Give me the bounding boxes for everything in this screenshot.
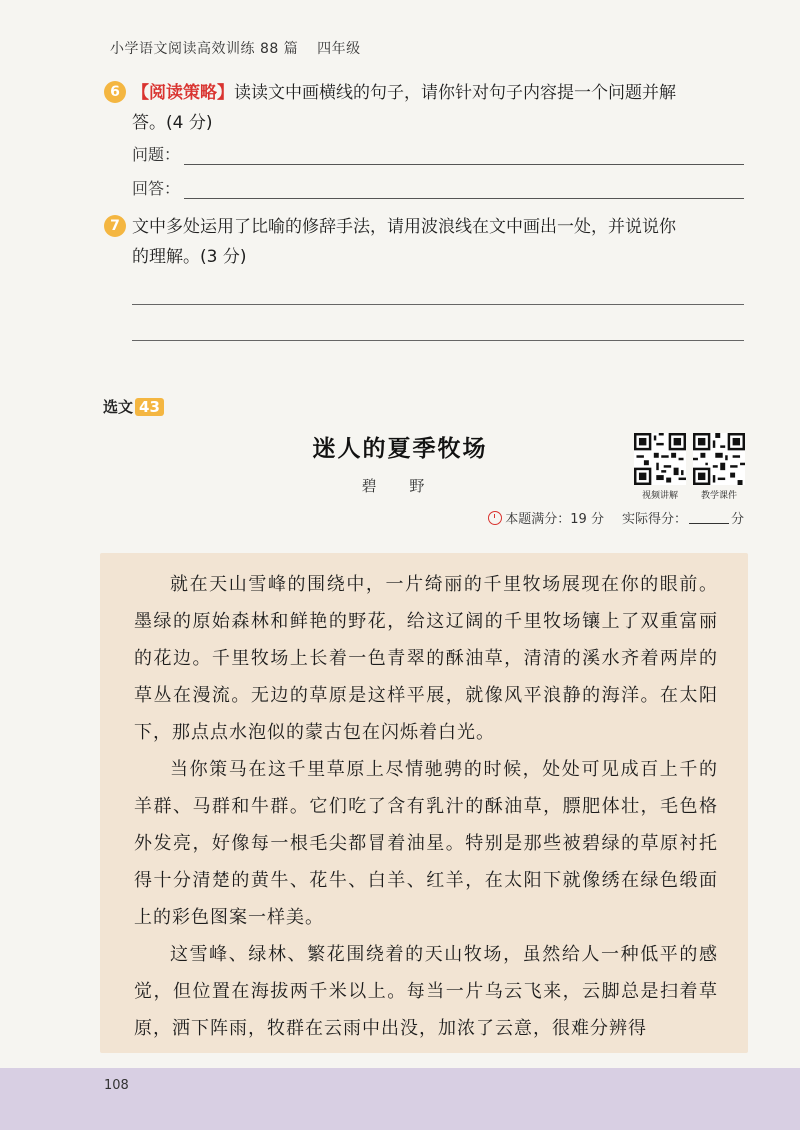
passage-paragraph-1: 就在天山雪峰的围绕中，一片绮丽的千里牧场展现在你的眼前。墨绿的原始森林和鲜艳的野花，给这辽阔的千里牧场镶上了双重富丽的花边。千里牧场上长着一色青翠的酥油草，清清的溪水齐着两岸的草丛在漫流。无边的草原是这样平展，就像风平浪静的海洋。在太阳下，那点点水泡似的蒙古包在闪烁着白光。 <box>134 574 718 743</box>
page-header <box>110 38 361 58</box>
full-score-label: 本题满分：19 分 <box>505 512 604 527</box>
answer-field-row[interactable] <box>132 176 744 199</box>
section-tag <box>103 396 164 417</box>
article-author: 碧 野 <box>361 477 439 495</box>
article-title: 迷人的夏季牧场 <box>312 435 488 462</box>
answer-blank-line[interactable] <box>132 340 744 341</box>
section-number: 43 <box>135 398 164 416</box>
actual-score-label: 实际得分： <box>621 512 687 527</box>
passage-box <box>100 553 748 1053</box>
video-qr-label: 视频讲解 <box>641 491 678 501</box>
section-label: 选文 <box>103 398 134 416</box>
clock-icon <box>488 511 502 525</box>
actual-score-blank[interactable] <box>689 511 729 524</box>
reading-strategy-tag: 【阅读策略】 <box>132 83 234 103</box>
question-number-badge: 7 <box>104 215 126 237</box>
question-text-continued: 的理解。(3 分) <box>132 247 247 267</box>
question-text: 读读文中画横线的句子，请你针对句子内容提一个问题并解 <box>234 83 676 103</box>
grade-label: 四年级 <box>317 41 361 57</box>
question-field-row[interactable] <box>132 142 744 165</box>
book-title: 小学语文阅读高效训练 88 篇 <box>110 41 299 57</box>
question-7 <box>104 212 754 272</box>
score-unit: 分 <box>730 512 744 527</box>
courseware-qr-label: 教学课件 <box>700 491 737 501</box>
answer-line[interactable] <box>184 180 744 199</box>
question-text: 文中多处运用了比喻的修辞手法，请用波浪线在文中画出一处，并说说你 <box>132 217 676 237</box>
courseware-qr-code-icon[interactable] <box>693 433 745 485</box>
score-line <box>488 508 744 527</box>
question-6 <box>104 78 754 138</box>
question-text-continued: 答。(4 分) <box>132 113 213 133</box>
passage-paragraph-2: 当你策马在这千里草原上尽情驰骋的时候，处处可见成百上千的羊群、马群和牛群。它们吃了含有乳汁的酥油草，膘肥体壮，毛色格外发亮，好像每一根毛尖都冒着油星。特别是那些被碧绿的草原衬托得十分清楚的黄牛、花牛、白羊、红羊，在太阳下就像绣在绿色缎面上的彩色图案一样美。 <box>134 759 718 928</box>
answer-field-label: 回答： <box>132 179 181 198</box>
question-answer-line[interactable] <box>184 146 744 165</box>
answer-blank-line[interactable] <box>132 304 744 305</box>
passage-paragraph-3: 这雪峰、绿林、繁花围绕着的天山牧场，虽然给人一种低平的感觉，但位置在海拔两千米以上。每当一片乌云飞来，云脚总是扫着草原，洒下阵雨，牧群在云雨中出没，加浓了云意，很难分辨得 <box>134 944 718 1039</box>
question-field-label: 问题： <box>132 145 181 164</box>
page-number: 108 <box>104 1078 129 1093</box>
question-number-badge: 6 <box>104 81 126 103</box>
video-qr-code-icon[interactable] <box>634 433 686 485</box>
